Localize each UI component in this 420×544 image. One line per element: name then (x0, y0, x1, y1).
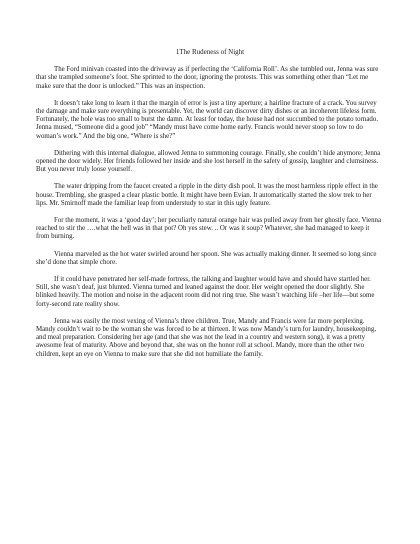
paragraph: Jenna was easily the most vexing of Vienna’s three children. True, Mandy and Francis were far more perplexing. Mandy couldn’t wait to be the woman she was forced to be at thirteen. It was now Mandy’s turn for laundry, housekeeping, and meal preparation. Considering her age (and that she was not the lead in a country and western song), it was a pretty awesome feat of maturity. Above and beyond that, she was on the honor roll at school. Mandy, more than the other two children, kept an eye on Vienna to make sure that she did not humiliate the family. (36, 317, 377, 358)
document-body (36, 48, 384, 359)
paragraph: The Ford minivan coasted into the driveway as if perfecting the ‘California Roll’. As she tumbled out, Jenna was sure that she trampled someone’s foot. She sprinted to the door, ignoring the protests. This was something other than “Let me make sure that the door is unlocked.” This was an inspection. (36, 66, 379, 90)
paragraph: It doesn’t take long to learn it that the margin of error is just a tiny aperture; a hairline fracture of a crack. You survey the damage and make sure everything is presentable. Yet, the world can discover dirty dishes or an incoherent lifeless form. Fortunately, the hole was too small to burst the damn. At least for today, the house had not succumbed to the potato tornado. Jenna mused, “Someone did a good job” “Mandy must have come home early. Francis would never stoop so low to do woman’s work.” And the big one, “Where is she?” (36, 99, 379, 140)
paragraph: Vienna marveled as the hot water swirled around her spoon. She was actually making dinner. It seemed so long since she’d done that simple chore. (36, 250, 377, 266)
paragraph: For the moment, it was a ‘good day’; her peculiarly natural orange hair was pulled away from her ghostly face. Vienna reached to stir the ….what the hell was in that pot? Oh yes stew. .. Or was it soup? Whatever, she had managed to keep it from burning. (36, 217, 382, 241)
chapter-title: 1The Rudeness of Night (175, 48, 245, 56)
paragraph: Dithering with this internal dialogue, allowed Jenna to summoning courage. Finally, she couldn’t hide anymore; Jenna opened the door widely. Her friends followed her inside and she lost herself in the safety of gossip, laughter and clumsiness. But you never truly loose yourself. (36, 149, 381, 174)
paragraph: The water dripping from the faucet created a ripple in the dirty dish pool. It was the most harmless ripple effect in the house. Trembling, she grasped a clear plastic bottle. It might have been Evian. It automatically started the slow trek to her lips. Mr. Smirnoff made the familiar leap from understudy to star in this ugly feature. (36, 183, 378, 207)
paragraph: If it could have penetrated her self-made fortress, the talking and laughter would have and should have startled her. Still, she wasn’t deaf, just blunted. Vienna turned and leaned against the door. Her weight opened the door slightly. She blinked heavily. The motion and noise in the adjacent room did not ring true. She wasn’t watching life –her life—but some forty-second rate reality show. (36, 276, 375, 308)
